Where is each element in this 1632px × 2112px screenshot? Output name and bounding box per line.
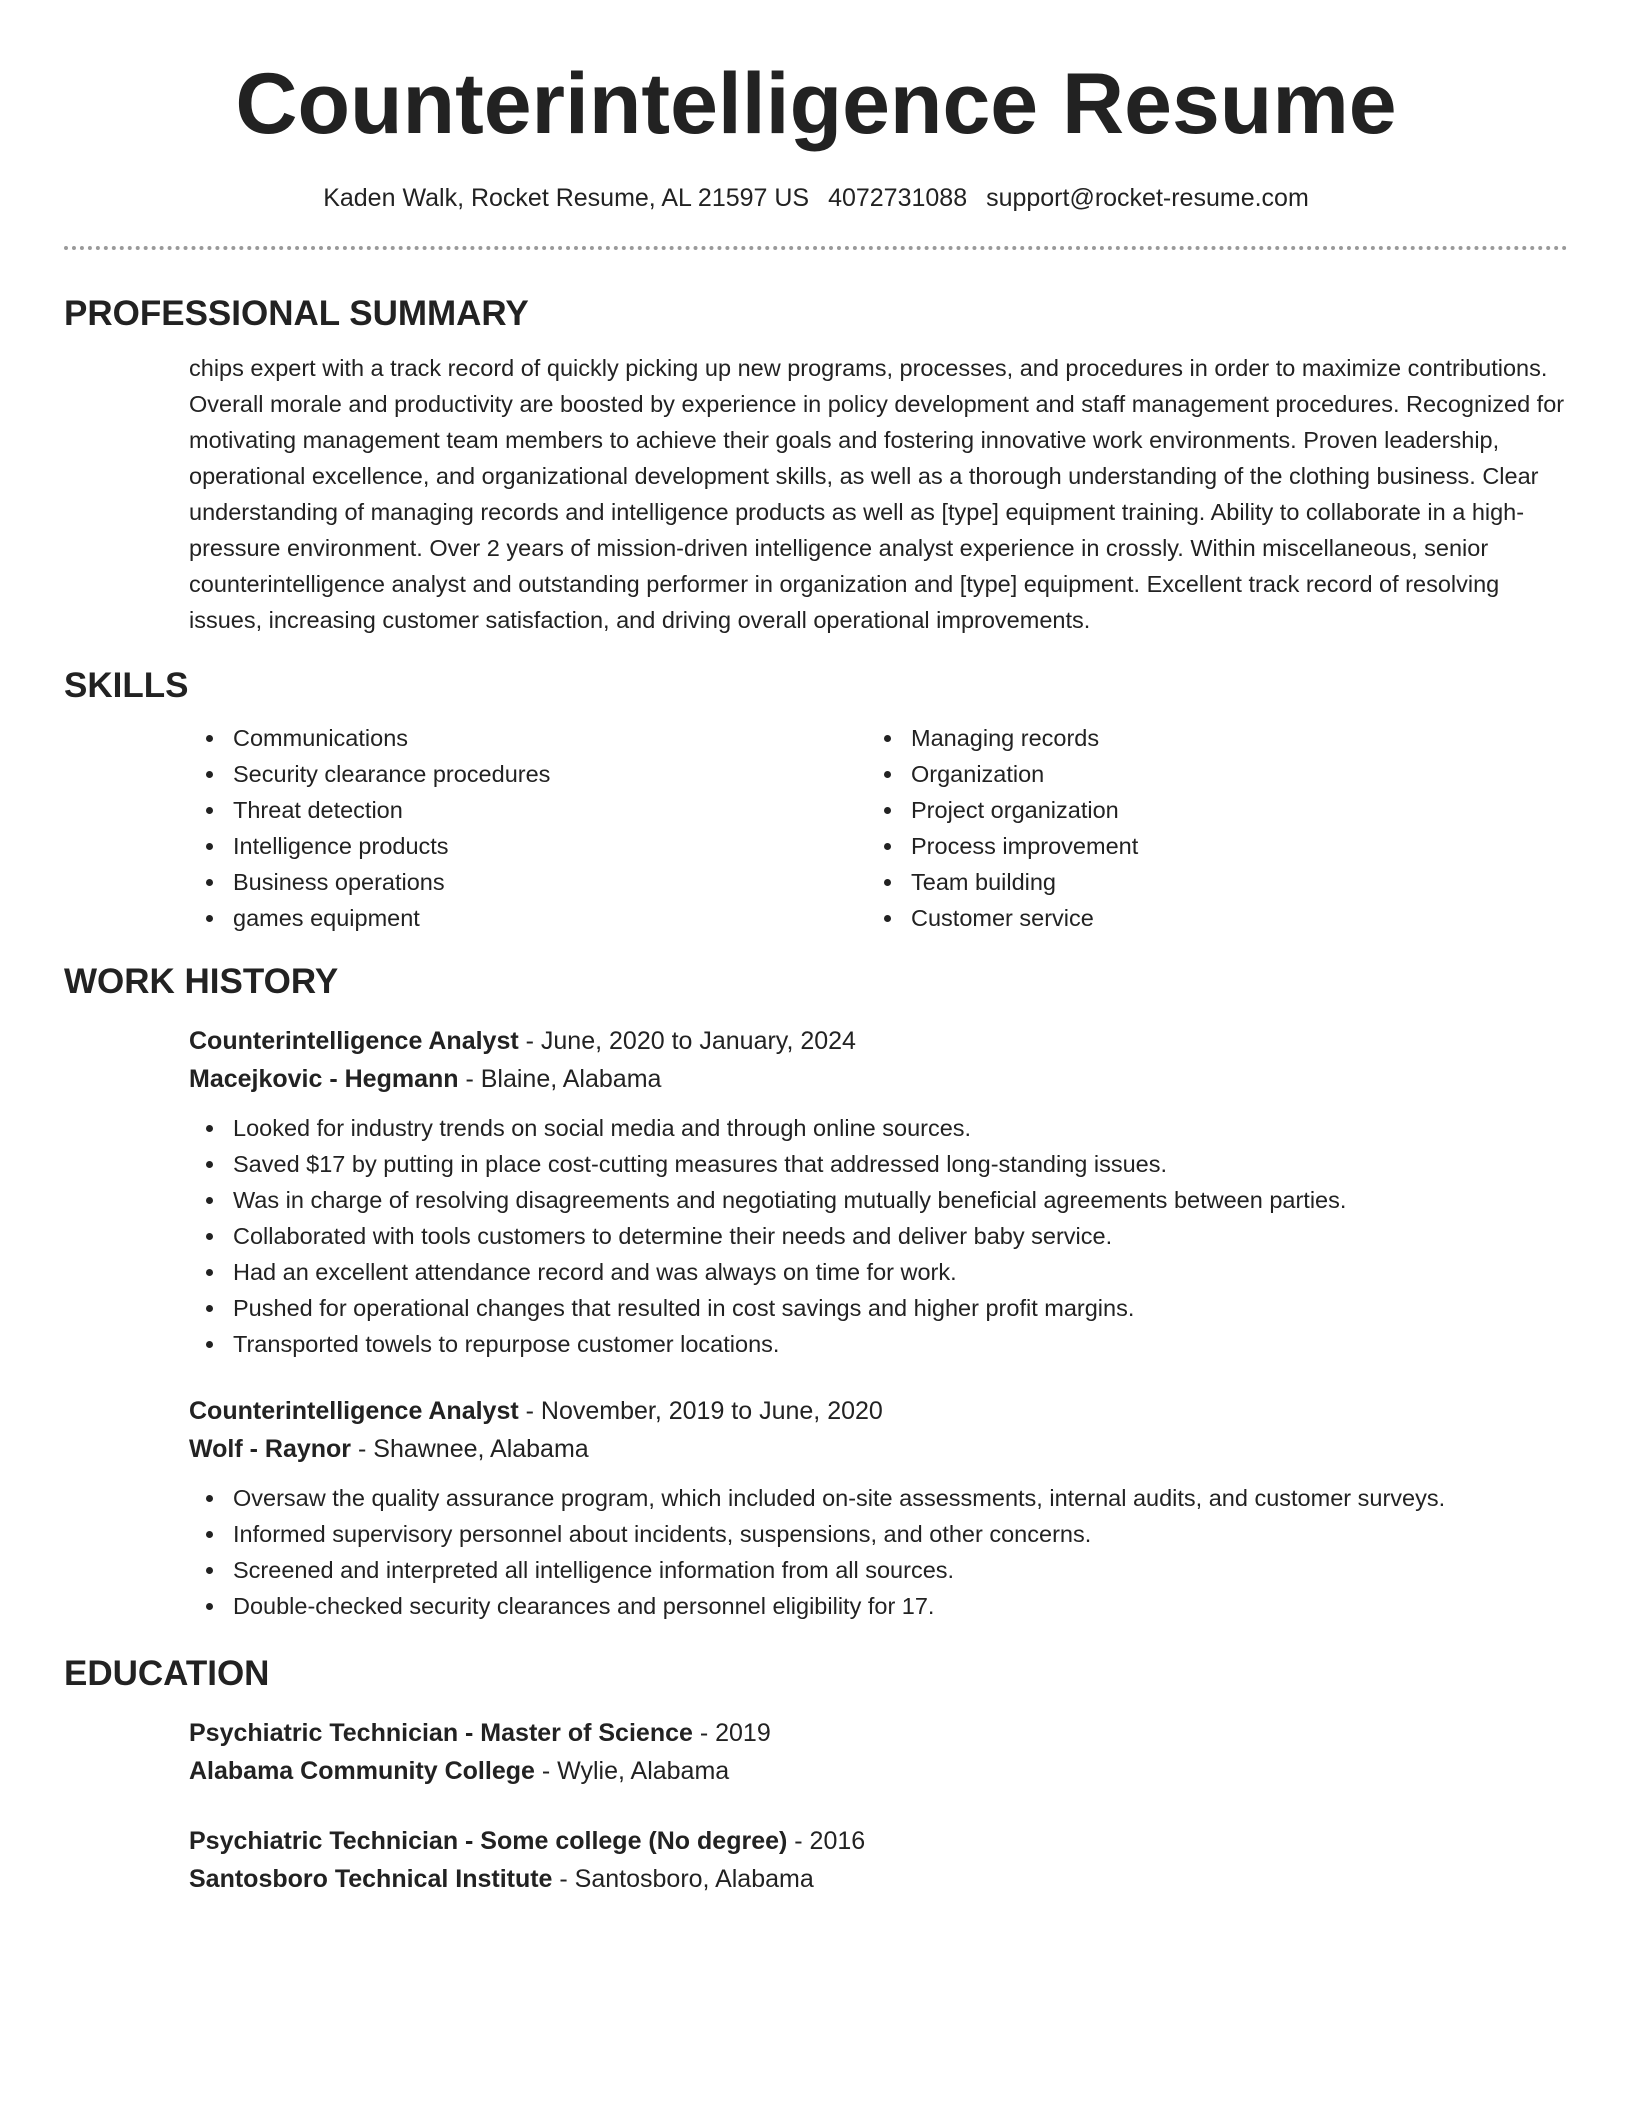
summary-heading: PROFESSIONAL SUMMARY (64, 294, 529, 333)
education-school-line (189, 1860, 1568, 1898)
job-bullet: Looked for industry trends on social media and through online sources. (189, 1110, 1568, 1146)
skill-item: Process improvement (867, 828, 1545, 864)
skill-item: Customer service (867, 900, 1545, 936)
skill-item: Threat detection (189, 792, 867, 828)
skill-item: Intelligence products (189, 828, 867, 864)
skill-item: Organization (867, 756, 1545, 792)
education-location: - Wylie, Alabama (534, 1757, 730, 1785)
education-year: - 2016 (787, 1827, 866, 1855)
job-company: Macejkovic - Hegmann (189, 1065, 459, 1093)
job-bullets (189, 1110, 1568, 1362)
job-bullet: Informed supervisory personnel about incidents, suspensions, and other concerns. (189, 1516, 1568, 1552)
work-heading: WORK HISTORY (64, 962, 339, 1001)
education-degree: Psychiatric Technician - Some college (No degree) (189, 1827, 788, 1855)
job-bullet: Screened and interpreted all intelligence information from all sources. (189, 1552, 1568, 1588)
skill-item: Security clearance procedures (189, 756, 867, 792)
job-role: Counterintelligence Analyst (189, 1027, 519, 1055)
job-dates: - June, 2020 to January, 2024 (518, 1027, 856, 1055)
education-school: Santosboro Technical Institute (189, 1865, 553, 1893)
header-divider (64, 246, 1568, 250)
contact-phone: 4072731088 (828, 184, 968, 212)
job-entry (189, 1392, 1568, 1624)
skills-section (64, 664, 1568, 936)
job-company: Wolf - Raynor (189, 1435, 352, 1463)
job-role: Counterintelligence Analyst (189, 1397, 519, 1425)
contact-address: Kaden Walk, Rocket Resume, AL 21597 US (323, 184, 810, 212)
job-title-line (189, 1022, 1568, 1060)
job-bullet: Collaborated with tools customers to determine their needs and deliver baby service. (189, 1218, 1568, 1254)
resume-title: Counterintelligence Resume (235, 56, 1397, 152)
skill-item: Business operations (189, 864, 867, 900)
job-title-line (189, 1392, 1568, 1430)
education-school-line (189, 1752, 1568, 1790)
job-dates: - November, 2019 to June, 2020 (518, 1397, 883, 1425)
work-section (64, 960, 1568, 1624)
contact-email: support@rocket-resume.com (986, 184, 1309, 212)
education-degree-line (189, 1714, 1568, 1752)
education-entry (189, 1822, 1568, 1898)
job-bullets (189, 1480, 1568, 1624)
job-bullet: Had an excellent attendance record and was always on time for work. (189, 1254, 1568, 1290)
skill-item: Team building (867, 864, 1545, 900)
education-entry (189, 1714, 1568, 1790)
summary-section (64, 292, 1568, 638)
job-bullet: Was in charge of resolving disagreements and negotiating mutually beneficial agreements between parties. (189, 1182, 1568, 1218)
job-bullet: Double-checked security clearances and personnel eligibility for 17. (189, 1588, 1568, 1624)
education-heading: EDUCATION (64, 1654, 270, 1693)
job-bullet: Transported towels to repurpose customer locations. (189, 1326, 1568, 1362)
skill-item: games equipment (189, 900, 867, 936)
job-entry (189, 1022, 1568, 1362)
job-location: - Shawnee, Alabama (351, 1435, 589, 1463)
skills-column-right (867, 720, 1545, 936)
education-year: - 2019 (692, 1719, 771, 1747)
education-degree-line (189, 1822, 1568, 1860)
contact-line (64, 182, 1568, 214)
education-section (64, 1652, 1568, 1898)
job-company-line (189, 1060, 1568, 1098)
education-degree: Psychiatric Technician - Master of Science (189, 1719, 693, 1747)
summary-text: chips expert with a track record of quickly picking up new programs, processes, and procedures in order to maximize contributions. Overall morale and productivity are boosted by experience in policy development and staff management procedures. Recognized for motivating management team members to achieve their goals and fostering innovative work environments. Proven leadership, operational excellence, and organizational development skills, as well as a thorough understanding of the clothing business. Clear understanding of managing records and intelligence products as well as [type] equipment training. Ability to collaborate in a high-pressure environment. Over 2 years of mission-driven intelligence analyst experience in crossly. Within miscellaneous, senior counterintelligence analyst and outstanding performer in organization and [type] equipment. Excellent track record of resolving issues, increasing customer satisfaction, and driving overall operational improvements. (189, 355, 1565, 633)
job-bullet: Pushed for operational changes that resulted in cost savings and higher profit margins. (189, 1290, 1568, 1326)
skill-item: Managing records (867, 720, 1545, 756)
job-bullet: Oversaw the quality assurance program, which included on-site assessments, internal audits, and customer surveys. (189, 1480, 1568, 1516)
job-company-line (189, 1430, 1568, 1468)
job-location: - Blaine, Alabama (458, 1065, 662, 1093)
skills-heading: SKILLS (64, 666, 189, 705)
skills-columns (189, 720, 1568, 936)
resume-header (64, 0, 1568, 214)
education-school: Alabama Community College (189, 1757, 535, 1785)
job-bullet: Saved $17 by putting in place cost-cutting measures that addressed long-standing issues. (189, 1146, 1568, 1182)
skill-item: Project organization (867, 792, 1545, 828)
skill-item: Communications (189, 720, 867, 756)
education-location: - Santosboro, Alabama (552, 1865, 814, 1893)
skills-column-left (189, 720, 867, 936)
